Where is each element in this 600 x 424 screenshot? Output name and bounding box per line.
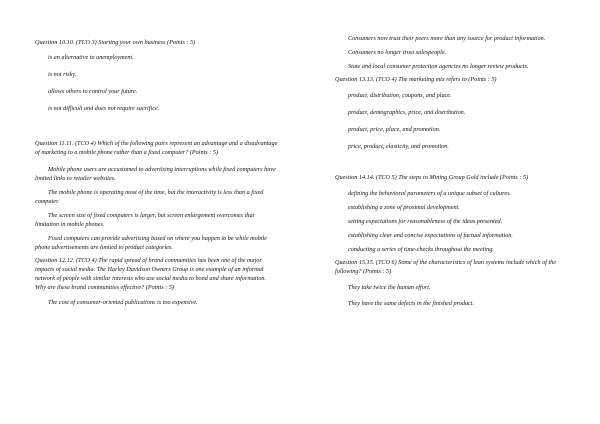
answer-option[interactable]: They have the same defects in the finished product. (348, 300, 475, 307)
answer-option[interactable]: establishing a zone of proximal development. (348, 204, 460, 211)
question-14-options (335, 189, 562, 254)
answer-option[interactable]: The cost of consumer-oriented publications is too expensive. (48, 299, 198, 306)
question-15-options (335, 283, 562, 308)
answer-option[interactable]: conducting a series of time-checks throughout the meeting. (348, 246, 494, 253)
question-15: Question 15.15. (TCO 6) Some of the characteristics of lean systems include which of the following? (Points : 5) (335, 259, 557, 275)
question-10-options (35, 53, 278, 113)
question-11: Question 11.11. (TCO 4) Which of the following pairs represent an advantage and a disadvantage of marketing to a mobile phone rather than a fixed computer? (Points : 5) (35, 140, 278, 156)
left-column (35, 38, 278, 307)
answer-option[interactable]: is not difficult and does not require sacrifice. (48, 105, 160, 112)
question-13: Question 13.13. (TCO 4) The marketing mix refers to (Points : 5) (335, 76, 497, 83)
answer-option[interactable]: Fixed computers can provide advertising based on where you happen to be while mobile phone advertisements are limited to product categories. (35, 235, 267, 251)
question-13-options (335, 91, 562, 151)
question-12: Question 12.12. (TCO 4) The rapid spread of brand communities has been one of the major impacts of social media. The Harley Davidson Owners Group is one example of an informal network of people with similar interests who use social media to bond and share information. Why are these brand communities effective? (Points : 5) (35, 257, 267, 291)
answer-option[interactable]: price, product, elasticity, and promotion. (348, 143, 449, 150)
answer-option[interactable]: is not risky. (48, 71, 77, 78)
answer-option[interactable]: Consumers no longer trust salespeople. (348, 49, 447, 56)
question-12-options (35, 298, 278, 307)
right-column (335, 34, 562, 308)
answer-option[interactable]: product, demographics, price, and distribution. (348, 109, 466, 116)
answer-option[interactable]: Consumers now trust their peers more than any source for product information. (348, 35, 546, 42)
answer-option[interactable]: is an alternative to unemployment. (48, 54, 134, 61)
answer-option[interactable]: product, price, place, and promotion. (348, 126, 441, 133)
question-11-options (35, 165, 278, 252)
answer-option[interactable]: The screen size of fixed computers is larger, but screen enlargement overcomes that limitation in mobile phones. (35, 212, 255, 228)
answer-option[interactable]: product, distribution, coupons, and place. (348, 92, 452, 99)
answer-option[interactable]: allows others to control your future. (48, 88, 138, 95)
answer-option[interactable]: Mobile phone users are accustomed to advertising interruptions while fixed computers have limited links to retailer websites. (35, 166, 276, 182)
answer-option[interactable]: defining the behavioral parameters of a unique subset of cultures. (348, 190, 512, 197)
answer-option[interactable]: State and local consumer protection agencies no longer review products. (348, 63, 529, 70)
answer-option[interactable]: The mobile phone is operating most of the time, but the interactivity is less than a fixed computer. (35, 189, 264, 205)
question-10: Question 10.10. (TCO 3) Starting your own business (Points : 5) (35, 39, 196, 46)
answer-option[interactable]: setting expectations for reasonableness of the ideas presented. (348, 218, 503, 225)
question-14: Question 14.14. (TCO 5) The steps to Mining Group Gold include (Points : 5) (335, 174, 529, 181)
question-12-options-continued (335, 34, 562, 71)
answer-option[interactable]: They take twice the human effort. (348, 284, 431, 291)
answer-option[interactable]: establishing clear and concise expectations of factual information. (348, 232, 513, 239)
